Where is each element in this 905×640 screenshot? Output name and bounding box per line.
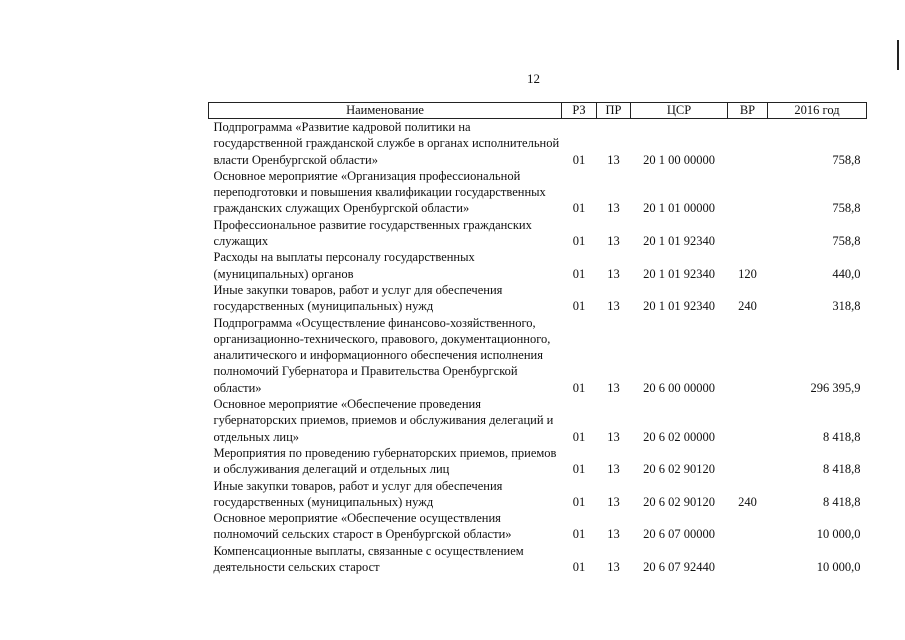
row-vr bbox=[728, 119, 768, 168]
row-rz: 01 bbox=[572, 462, 586, 477]
row-vr bbox=[728, 168, 768, 217]
row-name: Расходы на выплаты персоналу государственных (муниципальных) органов bbox=[213, 250, 475, 281]
row-name: Иные закупки товаров, работ и услуг для обеспечения государственных (муниципальных) нужд bbox=[213, 478, 503, 509]
row-name: Профессиональное развитие государственных гражданских служащих bbox=[213, 217, 532, 249]
row-amount: 10 000,0 bbox=[816, 560, 861, 575]
row-amount: 8 418,8 bbox=[823, 429, 861, 444]
row-name: Подпрограмма «Осуществление финансово-хозяйственного, организационно-технического, правового, документационного, аналитического и информационного обеспечения исполнения полномочий Губернатора и Правительства Оренбургской области» bbox=[213, 315, 551, 395]
row-csr: 20 6 07 00000 bbox=[643, 527, 715, 542]
table-row bbox=[209, 168, 867, 217]
row-csr: 20 6 02 90120 bbox=[643, 462, 715, 477]
budget-table bbox=[208, 102, 867, 575]
row-csr: 20 6 02 00000 bbox=[643, 429, 715, 444]
table-header-row bbox=[209, 103, 867, 119]
row-vr bbox=[728, 396, 768, 445]
row-csr: 20 6 02 90120 bbox=[643, 494, 715, 509]
row-amount: 440,0 bbox=[832, 266, 861, 281]
row-amount: 758,8 bbox=[832, 152, 861, 167]
table-row bbox=[209, 543, 867, 576]
row-rz: 01 bbox=[572, 152, 586, 167]
row-rz: 01 bbox=[572, 234, 586, 249]
row-vr bbox=[728, 217, 768, 250]
row-rz: 01 bbox=[572, 380, 586, 395]
table-row bbox=[209, 510, 867, 543]
row-csr: 20 6 00 00000 bbox=[643, 380, 715, 395]
row-vr bbox=[728, 510, 768, 543]
header-rz: РЗ bbox=[562, 103, 597, 119]
row-csr: 20 1 01 92340 bbox=[643, 299, 715, 314]
row-pr: 13 bbox=[607, 429, 620, 444]
row-csr: 20 1 01 92340 bbox=[643, 234, 715, 249]
row-pr: 13 bbox=[607, 152, 620, 167]
row-name: Основное мероприятие «Организация профессиональной переподготовки и повышения квалификации государственных гражданских служащих Оренбургской области» bbox=[213, 168, 546, 216]
margin-mark bbox=[897, 40, 899, 70]
row-pr: 13 bbox=[607, 560, 620, 575]
row-vr bbox=[728, 543, 768, 576]
row-vr: 240 bbox=[738, 494, 757, 509]
header-year: 2016 год bbox=[768, 103, 867, 119]
row-vr bbox=[728, 445, 768, 478]
row-csr: 20 1 01 00000 bbox=[643, 201, 715, 216]
row-vr: 120 bbox=[738, 266, 757, 281]
row-name: Подпрограмма «Развитие кадровой политики на государственной гражданской службе в органах исполнительной власти Оренбургской области» bbox=[213, 120, 560, 167]
table-row bbox=[209, 315, 867, 396]
row-name: Иные закупки товаров, работ и услуг для обеспечения государственных (муниципальных) нужд bbox=[213, 282, 503, 314]
row-rz: 01 bbox=[572, 494, 586, 509]
row-rz: 01 bbox=[572, 201, 586, 216]
row-rz: 01 bbox=[572, 299, 586, 314]
table-row bbox=[209, 217, 867, 250]
table-row bbox=[209, 249, 867, 282]
table-row bbox=[209, 478, 867, 511]
row-name: Мероприятия по проведению губернаторских приемов, приемов и обслуживания делегаций и отдельных лиц bbox=[213, 445, 557, 477]
row-rz: 01 bbox=[572, 560, 586, 575]
row-pr: 13 bbox=[607, 201, 620, 216]
row-amount: 296 395,9 bbox=[810, 380, 861, 395]
row-csr: 20 1 01 92340 bbox=[643, 266, 715, 281]
row-rz: 01 bbox=[572, 527, 586, 542]
row-pr: 13 bbox=[607, 234, 620, 249]
table-row bbox=[209, 396, 867, 445]
row-amount: 758,8 bbox=[832, 234, 861, 249]
row-pr: 13 bbox=[607, 299, 620, 314]
table-row bbox=[209, 119, 867, 168]
row-vr: 240 bbox=[738, 299, 757, 314]
row-vr bbox=[728, 315, 768, 396]
row-csr: 20 1 00 00000 bbox=[643, 152, 715, 167]
row-name: Основное мероприятие «Обеспечение осуществления полномочий сельских старост в Оренбургской области» bbox=[213, 511, 512, 542]
row-amount: 8 418,8 bbox=[823, 462, 861, 477]
row-pr: 13 bbox=[607, 527, 620, 542]
header-csr: ЦСР bbox=[631, 103, 728, 119]
header-vr: ВР bbox=[728, 103, 768, 119]
row-amount: 10 000,0 bbox=[816, 527, 861, 542]
row-rz: 01 bbox=[572, 429, 586, 444]
row-amount: 8 418,8 bbox=[823, 494, 861, 509]
table-row bbox=[209, 282, 867, 315]
row-csr: 20 6 07 92440 bbox=[643, 560, 715, 575]
row-pr: 13 bbox=[607, 380, 620, 395]
row-pr: 13 bbox=[607, 462, 620, 477]
header-name: Наименование bbox=[209, 103, 562, 119]
header-pr: ПР bbox=[597, 103, 631, 119]
row-pr: 13 bbox=[607, 266, 620, 281]
row-amount: 318,8 bbox=[832, 299, 861, 314]
table-row bbox=[209, 445, 867, 478]
row-rz: 01 bbox=[572, 266, 586, 281]
row-amount: 758,8 bbox=[832, 201, 861, 216]
page-number: 12 bbox=[527, 71, 540, 86]
row-name: Компенсационные выплаты, связанные с осуществлением деятельности сельских старост bbox=[213, 543, 524, 575]
row-pr: 13 bbox=[607, 494, 620, 509]
row-name: Основное мероприятие «Обеспечение проведения губернаторских приемов, приемов и обслуживания делегаций и отдельных лиц» bbox=[213, 397, 554, 444]
